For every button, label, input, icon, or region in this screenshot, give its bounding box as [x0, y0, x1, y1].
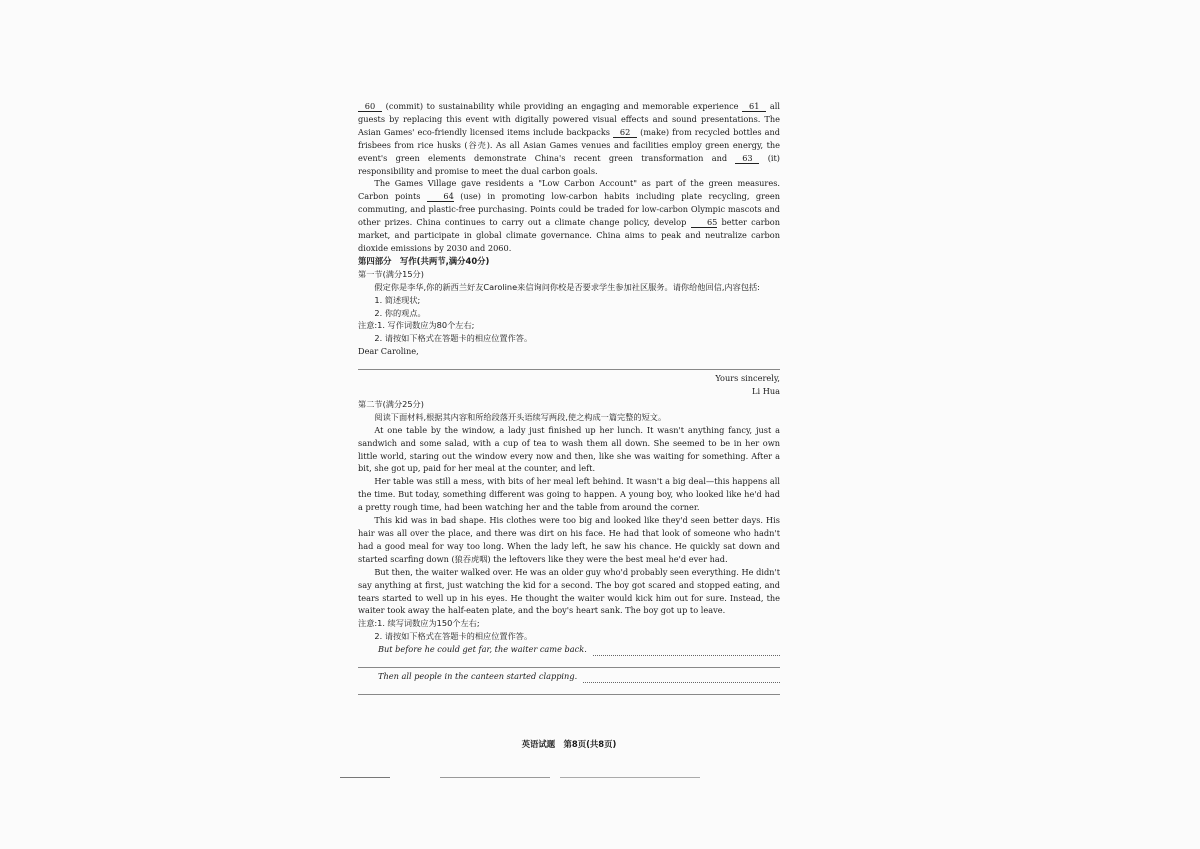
writing-line[interactable]	[358, 685, 780, 695]
letter-salutation: Dear Caroline,	[358, 346, 419, 357]
story-paragraph: But then, the waiter walked over. He was an older guy who'd probably seen everything. He didn't say anything at first, just watching the kid for a second. The boy got scared and stopped eating, and tears started to well up in his eyes. He thought the waiter would kick him out for sure. Instead, the waiter took away the half-eaten plate, and the boy's heart sank. The boy got up to leave.	[358, 566, 780, 616]
section1-item-2: 2. 你的观点。	[374, 307, 426, 318]
passage-paragraph-1: 60 (commit) to sustainability while providing an engaging and memorable experience 61 all guests by replacing this event with digitally powered visual effects and sound presentations. The Asian Games' eco-friendly licensed items include backpacks 62 (make) from recycled bottles and frisbees from rice husks (谷壳). As all Asian Games venues and facilities employ green energy, the event's green elements demonstrate China's recent green transformation and 63 (it) responsibility and promise to meet the dual carbon goals.	[358, 101, 781, 176]
section1-prompt: 假定你是李华,你的新西兰好友Caroline来信询问你校是否要求学生参加社区服务。请你给他回信,内容包括:	[374, 281, 760, 292]
exam-page	[358, 100, 780, 697]
story-paragraph: At one table by the window, a lady just finished up her lunch. It wasn't anything fancy, just a sandwich and some salad, with a cup of tea to wash them all down. She seemed to be in her own little world, staring out the window every now and then, like she was waiting for something. After a bit, she got up, paid for her meal at the counter, and left.	[358, 424, 780, 474]
part4-heading: 第四部分 写作(共两节,满分40分)	[358, 255, 490, 266]
writing-line[interactable]	[358, 658, 780, 668]
section1-note-2: 2. 请按如下格式在答题卡的相应位置作答。	[374, 333, 533, 344]
story-paragraph: Her table was still a mess, with bits of her meal left behind. It wasn't a big deal—this happens all the time. But today, something different was going to happen. A young boy, who looked like he'd had a pretty rough time, had been watching her and the table from around the corner.	[358, 476, 780, 513]
blank-60[interactable]: 60	[358, 101, 382, 112]
blank-62[interactable]: 62	[613, 127, 637, 138]
section2-note-1: 注意:1. 续写词数应为150个左右;	[358, 618, 480, 629]
blank-64[interactable]: 64	[427, 191, 454, 202]
page-footer: 英语试题 第8页(共8页)	[521, 739, 617, 749]
scan-edge-line	[560, 777, 700, 778]
blank-65[interactable]: 65	[691, 217, 718, 228]
section2-note-2: 2. 请按如下格式在答题卡的相应位置作答。	[374, 631, 533, 642]
writing-line[interactable]	[358, 360, 780, 370]
story-paragraph: This kid was in bad shape. His clothes were too big and looked like they'd seen better days. His hair was all over the place, and there was dirt on his face. He had that look of someone who hadn't had a good meal for way too long. When the lady left, he saw his chance. He quickly sat down and started scarfing down (狼吞虎咽) the leftovers like they were the best meal he'd ever had.	[358, 515, 780, 564]
writing-line[interactable]	[593, 648, 780, 656]
section2-prompt: 阅读下面材料,根据其内容和所给段落开头语续写两段,使之构成一篇完整的短文。	[374, 411, 667, 422]
section1-item-1: 1. 简述现状;	[374, 294, 421, 305]
continuation-start-2[interactable]: Then all people in the canteen started clapping.	[358, 670, 780, 683]
scan-edge-line	[440, 777, 550, 778]
scan-edge-line	[340, 777, 390, 778]
blank-61[interactable]: 61	[742, 101, 766, 112]
section1-note-1: 注意:1. 写作词数应为80个左右;	[358, 320, 475, 331]
continuation-start-1[interactable]: But before he could get far, the waiter came back.	[358, 643, 780, 656]
blank-63[interactable]: 63	[735, 153, 759, 164]
letter-signature: Li Hua	[752, 386, 780, 397]
letter-closing: Yours sincerely,	[715, 373, 780, 384]
passage-paragraph-2: The Games Village gave residents a "Low Carbon Account" as part of the green measures. Carbon points 64 (use) in promoting low-carbon habits including plate recycling, green commuting, and plastic-free purchasing. Points could be traded for low-carbon Olympic mascots and other prizes. China continues to carry out a climate change policy, develop 65 better carbon market, and participate in global climate governance. China aims to peak and neutralize carbon dioxide emissions by 2030 and 2060.	[358, 178, 781, 253]
section1-heading: 第一节(满分15分)	[358, 268, 424, 279]
writing-line[interactable]	[583, 675, 780, 683]
section2-heading: 第二节(满分25分)	[358, 398, 424, 409]
